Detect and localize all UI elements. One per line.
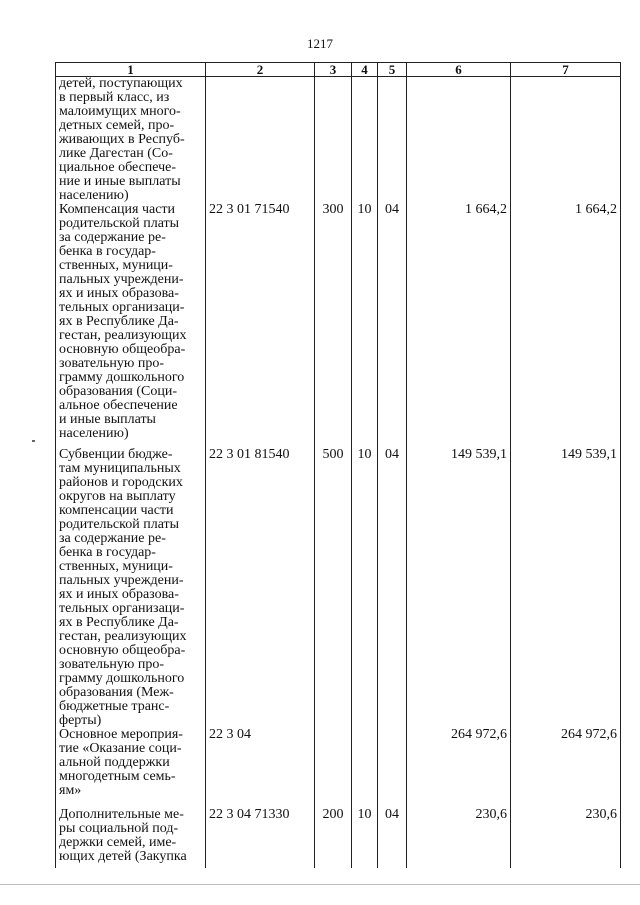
row-name-line: населению)	[59, 426, 129, 441]
row-name-line: держки семей, име-	[59, 835, 177, 850]
row-name-line: зовательную про-	[59, 356, 165, 371]
row-name-line: Основное мероприя-	[59, 727, 183, 742]
row-name-line: пальных учреждени-	[59, 272, 184, 287]
row-name-line: детных семей, про-	[59, 118, 175, 133]
row-code-cell: 22 3 04 71330	[206, 808, 315, 868]
row-name-line: лике Дагестан (Со-	[59, 146, 173, 161]
row-name-line: альное обеспечение	[59, 398, 178, 413]
row-name-line: родительской платы	[59, 517, 180, 532]
row-code-cell: 22 3 01 71540	[206, 203, 315, 448]
row-name-line: гестан, реализующих	[59, 328, 187, 343]
header-col-1: 1	[56, 63, 206, 77]
row-name-line: ях в Республике Да-	[59, 314, 179, 329]
row-code-cell: 22 3 04	[206, 728, 315, 808]
row-name-line: ям»	[59, 783, 82, 798]
row-col4-cell: 10	[352, 448, 378, 728]
row-name-line: там муниципальных	[59, 461, 181, 476]
row-col4-cell	[352, 77, 378, 204]
row-name-line: тельных организаци-	[59, 601, 185, 616]
row-col3-cell	[315, 728, 352, 808]
row-name-line: ры социальной под-	[59, 821, 179, 836]
row-name-line: ние и иные выплаты	[59, 174, 181, 189]
row-name-line: малоимущих много-	[59, 104, 181, 119]
row-col3-cell: 200	[315, 808, 352, 868]
row-name-line: ях в Республике Да-	[59, 615, 179, 630]
table-row	[56, 808, 621, 868]
row-name-cell	[56, 448, 206, 728]
row-col4-cell: 10	[352, 203, 378, 448]
bottom-rule	[0, 884, 640, 885]
header-col-6: 6	[407, 63, 511, 77]
row-name-line: гестан, реализующих	[59, 629, 187, 644]
row-name-line: ющих детей (Закупка	[59, 849, 187, 864]
row-name-line: компенсации части	[59, 503, 174, 518]
row-name-line: основную общеобра-	[59, 643, 186, 658]
row-name-line: ственных, муници-	[59, 559, 173, 574]
row-name-line: за содержание ре-	[59, 531, 166, 546]
row-name-line: и иные выплаты	[59, 412, 156, 427]
row-name-line: альной поддержки	[59, 755, 170, 770]
row-col7-cell: 149 539,1	[511, 448, 621, 728]
row-col6-cell	[407, 77, 511, 204]
header-col-3: 3	[315, 63, 352, 77]
row-name-line: Компенсация части	[59, 202, 176, 217]
row-name-line: ственных, муници-	[59, 258, 173, 273]
row-col5-cell	[378, 77, 407, 204]
row-name-line: живающих в Респуб-	[59, 132, 185, 147]
row-col6-cell: 149 539,1	[407, 448, 511, 728]
table-row	[56, 77, 621, 204]
row-name-line: грамму дошкольного	[59, 671, 185, 686]
row-name-line: тие «Оказание соци-	[59, 741, 182, 756]
row-name-line: тельных организаци-	[59, 300, 185, 315]
row-name-line: образования (Соци-	[59, 384, 177, 399]
row-name-line: многодетным семь-	[59, 769, 176, 784]
page-number: 1217	[307, 36, 333, 51]
row-name-cell	[56, 808, 206, 868]
row-col7-cell	[511, 77, 621, 204]
table-row	[56, 203, 621, 448]
row-name-line: пальных учреждени-	[59, 573, 184, 588]
row-name-line: бюджетные транс-	[59, 699, 170, 714]
header-col-7: 7	[511, 63, 621, 77]
row-name-line: родительской платы	[59, 216, 180, 231]
row-code-cell: 22 3 01 81540	[206, 448, 315, 728]
table-header-row	[56, 63, 621, 77]
row-name-cell	[56, 728, 206, 808]
table-row	[56, 448, 621, 728]
row-col5-cell	[378, 728, 407, 808]
row-name-line: за содержание ре-	[59, 230, 166, 245]
row-name-line: районов и городских	[59, 475, 183, 490]
row-col6-cell: 230,6	[407, 808, 511, 868]
row-col6-cell: 1 664,2	[407, 203, 511, 448]
row-col5-cell: 04	[378, 448, 407, 728]
row-col7-cell: 264 972,6	[511, 728, 621, 808]
row-name-line: ферты)	[59, 713, 102, 728]
row-name-line: грамму дошкольного	[59, 370, 185, 385]
header-col-4: 4	[352, 63, 378, 77]
row-name-line: ях и иных образова-	[59, 587, 179, 602]
budget-table	[55, 62, 621, 868]
row-col5-cell: 04	[378, 808, 407, 868]
header-col-5: 5	[378, 63, 407, 77]
row-name-line: округов на выплату	[59, 489, 176, 504]
row-col4-cell: 10	[352, 808, 378, 868]
row-code-cell	[206, 77, 315, 204]
row-col5-cell: 04	[378, 203, 407, 448]
row-name-cell	[56, 77, 206, 204]
row-name-line: населению)	[59, 188, 129, 203]
row-name-line: детей, поступающих	[59, 76, 183, 91]
row-col6-cell: 264 972,6	[407, 728, 511, 808]
table-row	[56, 728, 621, 808]
margin-mark	[32, 440, 35, 442]
row-name-line: ях и иных образова-	[59, 286, 179, 301]
row-name-line: в первый класс, из	[59, 90, 170, 105]
row-name-line: зовательную про-	[59, 657, 165, 672]
row-col4-cell	[352, 728, 378, 808]
row-name-line: циальное обеспече-	[59, 160, 177, 175]
row-name-line: бенка в государ-	[59, 545, 156, 560]
row-col3-cell: 300	[315, 203, 352, 448]
row-col7-cell: 1 664,2	[511, 203, 621, 448]
row-name-line: образования (Меж-	[59, 685, 174, 700]
row-col7-cell: 230,6	[511, 808, 621, 868]
row-col3-cell	[315, 77, 352, 204]
row-col3-cell: 500	[315, 448, 352, 728]
row-name-cell	[56, 203, 206, 448]
row-name-line: бенка в государ-	[59, 244, 156, 259]
row-name-line: Субвенции бюдже-	[59, 447, 173, 462]
row-name-line: основную общеобра-	[59, 342, 186, 357]
header-col-2: 2	[206, 63, 315, 77]
row-name-line: Дополнительные ме-	[59, 807, 184, 822]
